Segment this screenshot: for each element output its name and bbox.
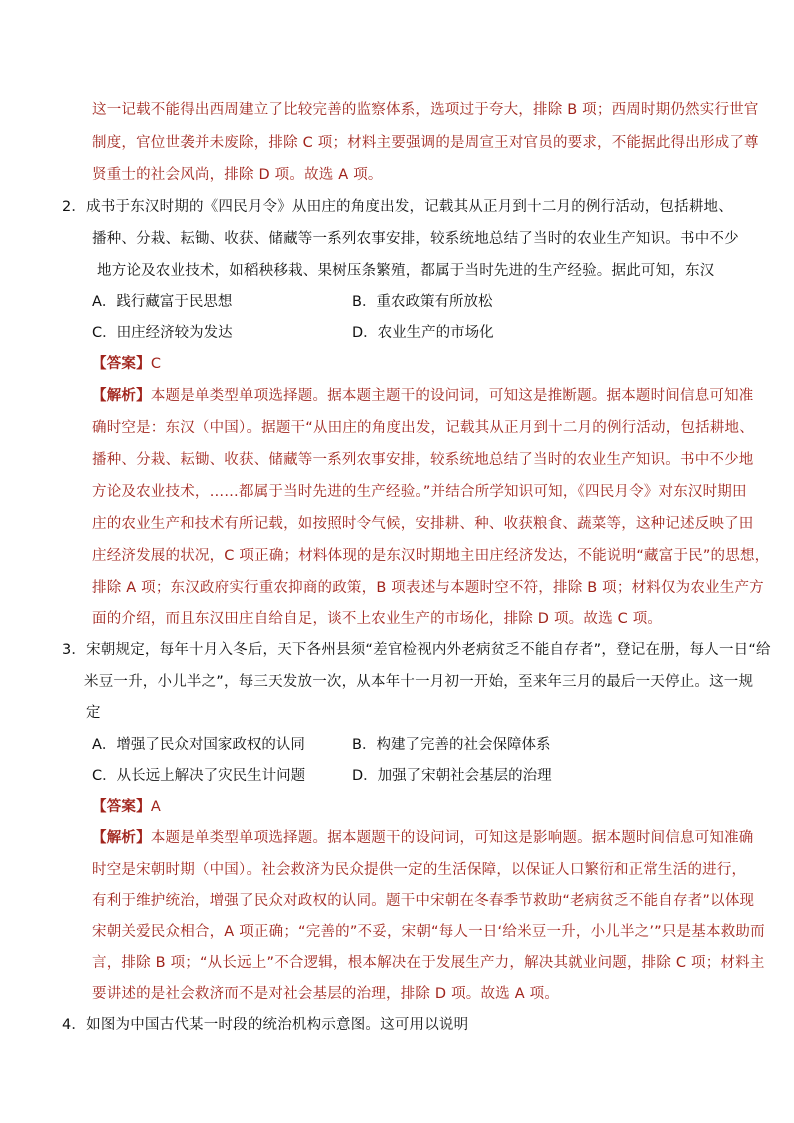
q3-analysis-text-1: 本题是单类型单项选择题。据本题题干的设问词，可知这是影响题。据本题时间信息可知准确 xyxy=(150,830,754,846)
q2-analysis-line-5: 庄的农业生产和技术有所记载，如按照时令气候，安排耕、种、收获粮食、蔬菜等，这种记述反映了田 xyxy=(92,516,754,532)
q3-analysis-line-3: 有利于维护统治，增强了民众对政权的认同。题干中宋朝在冬春季节救助“老病贫乏不能自存者”以体现 xyxy=(92,893,755,909)
q3-analysis-line-2: 时空是宋朝时期（中国）。社会救济为民众提供一定的生活保障，以保证人口繁衍和正常生活的进行， xyxy=(92,862,747,878)
q2-analysis-line-2: 确时空是：东汉（中国）。据题干“从田庄的角度出发，记载其从正月到十二月的例行活动，包括耕地、 xyxy=(92,420,754,436)
q2-option-a: A．践行藏富于民思想 xyxy=(92,294,233,310)
q2-answer-value: C xyxy=(150,356,162,372)
q2-analysis-text-1: 本题是单类型单项选择题。据本题主题干的设问词，可知这是推断题。据本题时间信息可知准 xyxy=(150,388,754,404)
q2-analysis-line-4: 方论及农业技术，……都属于当时先进的生产经验。”并结合所学知识可知，《四民月令》对东汉时期田 xyxy=(92,484,747,500)
q3-stem-line-3: 定 xyxy=(86,705,101,721)
q2-answer xyxy=(92,354,161,374)
q2-stem-line-3: 地方论及农业技术，如稻秧移栽、果树压条繁殖，都属于当时先进的生产经验。据此可知，东汉 xyxy=(97,263,715,279)
prev-analysis-line-2: 制度，官位世袭并未废除，排除 C 项；材料主要强调的是周宣王对官员的要求，不能据此得出形成了尊 xyxy=(92,135,759,151)
q2-stem-line-2: 播种、分栽、耘锄、收获、储藏等一系列农事安排，较系统地总结了当时的农业生产知识。书中不少 xyxy=(92,231,739,247)
q3-answer-value: A xyxy=(150,799,161,815)
q3-option-c: C．从长远上解决了灾民生计问题 xyxy=(92,768,306,784)
q2-option-d: D．农业生产的市场化 xyxy=(352,325,494,341)
q3-answer xyxy=(92,797,161,817)
q3-option-b: B．构建了完善的社会保障体系 xyxy=(352,737,551,753)
q2-analysis-line-1 xyxy=(92,386,754,406)
q3-analysis-line-1 xyxy=(92,828,754,848)
q3-analysis-line-4: 宋朝关爱民众相合，A 项正确；“完善的”不妥，宋朝“每人一日‘给米豆一升，小儿半之’”只是基本救助而 xyxy=(92,924,765,940)
q3-stem-line-2: 米豆一升，小儿半之”，每三天发放一次，从本年十一月初一开始，至来年三月的最后一天停止。这一规 xyxy=(84,674,754,690)
q2-option-b: B．重农政策有所放松 xyxy=(352,294,493,310)
q2-analysis-label: 【解析】 xyxy=(92,388,151,404)
q3-stem-line-1: 3．宋朝规定，每年十月入冬后，天下各州县须“差官检视内外老病贫乏不能自存者”，登记在册，每人一日“给 xyxy=(62,642,771,658)
q3-option-d: D．加强了宋朝社会基层的治理 xyxy=(352,768,552,784)
prev-analysis-line-3: 贤重士的社会风尚，排除 D 项。故选 A 项。 xyxy=(92,167,383,183)
prev-analysis-line-1: 这一记载不能得出西周建立了比较完善的监察体系，选项过于夸大，排除 B 项；西周时期仍然实行世官 xyxy=(92,102,759,118)
q2-analysis-line-3: 播种、分栽、耘锄、收获、储藏等一系列农事安排，较系统地总结了当时的农业生产知识。书中不少地 xyxy=(92,452,754,468)
q3-answer-label: 【答案】 xyxy=(92,799,151,815)
q3-analysis-line-5: 言，排除 B 项；“从长远上”不合逻辑，根本解决在于发展生产力，解决其就业问题，排除 C 项；材料主 xyxy=(92,955,765,971)
q2-analysis-line-6: 庄经济发展的状况，C 项正确；材料体现的是东汉时期地主田庄经济发达，不能说明“藏富于民”的思想， xyxy=(92,548,770,564)
q4-stem: 4．如图为中国古代某一时段的统治机构示意图。这可用以说明 xyxy=(62,1017,469,1033)
q3-option-a: A．增强了民众对国家政权的认同 xyxy=(92,737,305,753)
q3-analysis-line-6: 要讲述的是社会救济而不是对社会基层的治理，排除 D 项。故选 A 项。 xyxy=(92,986,560,1002)
q3-analysis-label: 【解析】 xyxy=(92,830,151,846)
q2-stem-line-1: 2．成书于东汉时期的《四民月令》从田庄的角度出发，记载其从正月到十二月的例行活动，包括耕地、 xyxy=(62,199,733,215)
q2-answer-label: 【答案】 xyxy=(92,356,151,372)
q2-analysis-line-7: 排除 A 项；东汉政府实行重农抑商的政策，B 项表述与本题时空不符，排除 B 项；材料仅为农业生产方 xyxy=(92,580,764,596)
q2-analysis-line-8: 面的介绍，而且东汉田庄自给自足，谈不上农业生产的市场化，排除 D 项。故选 C 项。 xyxy=(92,611,663,627)
q2-option-c: C．田庄经济较为发达 xyxy=(92,325,233,341)
